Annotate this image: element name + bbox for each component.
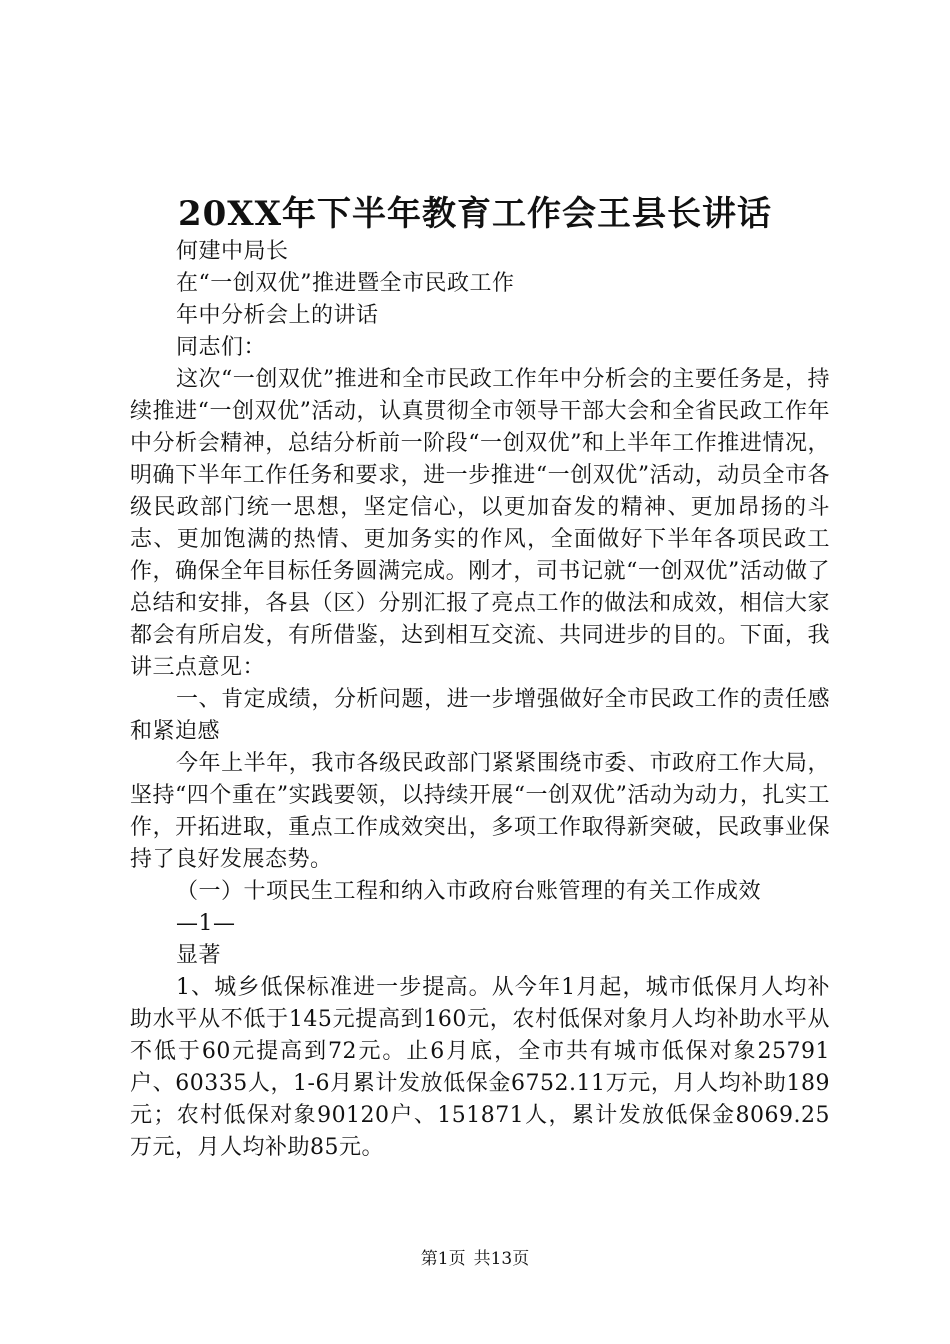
speaker-line: 何建中局长 bbox=[176, 239, 289, 264]
paragraph-intro: 这次“一创双优”推进和全市民政工作年中分析会的主要任务是，持续推进“一创双优”活动，认真贯彻全市领导干部大会和全省民政工作年中分析会精神，总结分析前一阶段“一创双优”和上半年工作推进情况，明确下半年工作任务和要求，进一步推进“一创双优”活动，动员全市各级民政部门统一思想，坚定信心，以更加奋发的精神、更加昂扬的斗志、更加饱满的热情、更加务实的作风，全面做好下半年各项民政工作，确保全年目标任务圆满完成。刚才，司书记就“一创双优”活动做了总结和安排，各县（区）分别汇报了亮点工作的做法和成效，相信大家都会有所启发，有所借鉴，达到相互交流、共同进步的目的。下面，我讲三点意见： bbox=[130, 367, 830, 680]
heading-continuation: 显著 bbox=[176, 943, 222, 968]
paragraph-summary: 今年上半年，我市各级民政部门紧紧围绕市委、市政府工作大局，坚持“四个重在”实践要领，以持续开展“一创双优”活动为动力，扎实工作，开拓进取，重点工作成效突出，多项工作取得新突破，民政事业保持了良好发展态势。 bbox=[130, 751, 830, 872]
subtitle-line-2: 年中分析会上的讲话 bbox=[176, 303, 379, 328]
paragraph-low-income: 1、城乡低保标准进一步提高。从今年1月起，城市低保月人均补助水平从不低于145元提高到160元，农村低保对象月人均补助水平从不低于60元提高到72元。止6月底，全市共有城市低保对象25791户、60335人，1-6月累计发放低保金6752.11万元，月人均补助189元；农村低保对象90120户、151871人，累计发放低保金8069.25万元，月人均补助85元。 bbox=[130, 975, 830, 1160]
subsection-heading-1: （一）十项民生工程和纳入市政府台账管理的有关工作成效 bbox=[176, 879, 762, 904]
page-number: 第1页 bbox=[420, 1249, 466, 1269]
page-total: 共13页 bbox=[473, 1249, 530, 1269]
inline-page-mark: —1— bbox=[176, 911, 236, 936]
section-heading-1: 一、肯定成绩，分析问题，进一步增强做好全市民政工作的责任感和紧迫感 bbox=[130, 687, 830, 744]
document-title: 20XX年下半年教育工作会王县长讲话 bbox=[177, 194, 773, 234]
salutation: 同志们： bbox=[176, 335, 267, 360]
document-body bbox=[130, 236, 830, 1164]
page-footer bbox=[0, 1244, 950, 1269]
subtitle-line-1: 在“一创双优”推进暨全市民政工作 bbox=[176, 271, 515, 296]
